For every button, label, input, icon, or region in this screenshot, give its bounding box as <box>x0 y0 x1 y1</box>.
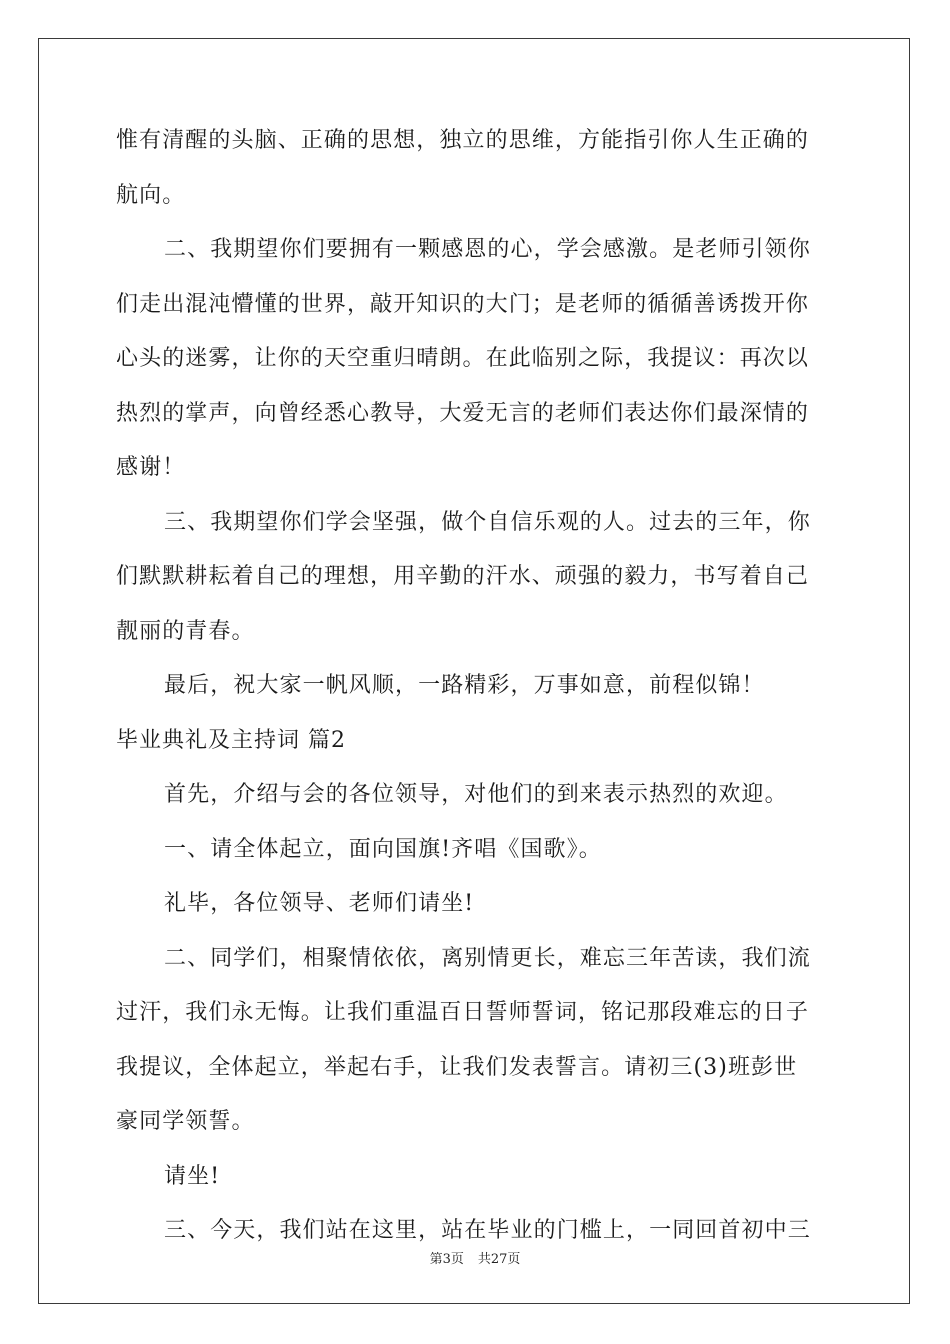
text-line: 靓丽的青春。 <box>116 618 255 644</box>
text-line: 豪同学领誓。 <box>116 1109 255 1134</box>
section-heading: 毕业典礼及主持词 篇2 <box>116 727 346 753</box>
text-line: 我提议，全体起立，举起右手，让我们发表誓言。请初三(3)班彭世 <box>116 1054 798 1080</box>
text-line: 感谢！ <box>116 455 186 480</box>
page-total: 共27页 <box>477 1252 521 1267</box>
text-line: 们默默耕耘着自己的理想，用辛勤的汗水、顽强的毅力，书写着自己 <box>116 564 810 589</box>
document-body <box>116 126 834 1271</box>
text-line: 一、请全体起立，面向国旗!齐唱《国歌》。 <box>164 836 602 862</box>
text-line: 请坐! <box>164 1163 221 1189</box>
text-line: 航向。 <box>116 182 186 208</box>
text-line: 惟有清醒的头脑、正确的思想，独立的思维，方能指引你人生正确的 <box>116 128 810 153</box>
text-line: 心头的迷雾，让你的天空重归晴朗。在此临别之际，我提议：再次以 <box>116 346 810 371</box>
page-footer <box>0 1248 950 1267</box>
text-line: 们走出混沌懵懂的世界，敲开知识的大门；是老师的循循善诱拨开你 <box>116 291 810 317</box>
text-line: 过汗，我们永无悔。让我们重温百日誓师誓词，铭记那段难忘的日子 <box>116 1000 810 1025</box>
text-line: 最后，祝大家一帆风顺，一路精彩，万事如意，前程似锦！ <box>164 673 765 698</box>
text-line: 热烈的掌声，向曾经悉心教导，大爱无言的老师们表达你们最深情的 <box>116 400 810 426</box>
page-number: 第3页 <box>429 1252 464 1267</box>
text-line: 三、今天，我们站在这里，站在毕业的门槛上，一同回首初中三 <box>164 1218 811 1243</box>
text-line: 二、我期望你们要拥有一颗感恩的心，学会感激。是老师引领你 <box>164 237 811 262</box>
text-line: 三、我期望你们学会坚强，做个自信乐观的人。过去的三年，你 <box>164 509 811 535</box>
text-line: 二、同学们，相聚情依依，离别情更长，难忘三年苦读，我们流 <box>164 945 811 971</box>
text-line: 礼毕，各位领导、老师们请坐! <box>164 891 475 916</box>
text-line: 首先，介绍与会的各位领导，对他们的到来表示热烈的欢迎。 <box>164 782 788 807</box>
